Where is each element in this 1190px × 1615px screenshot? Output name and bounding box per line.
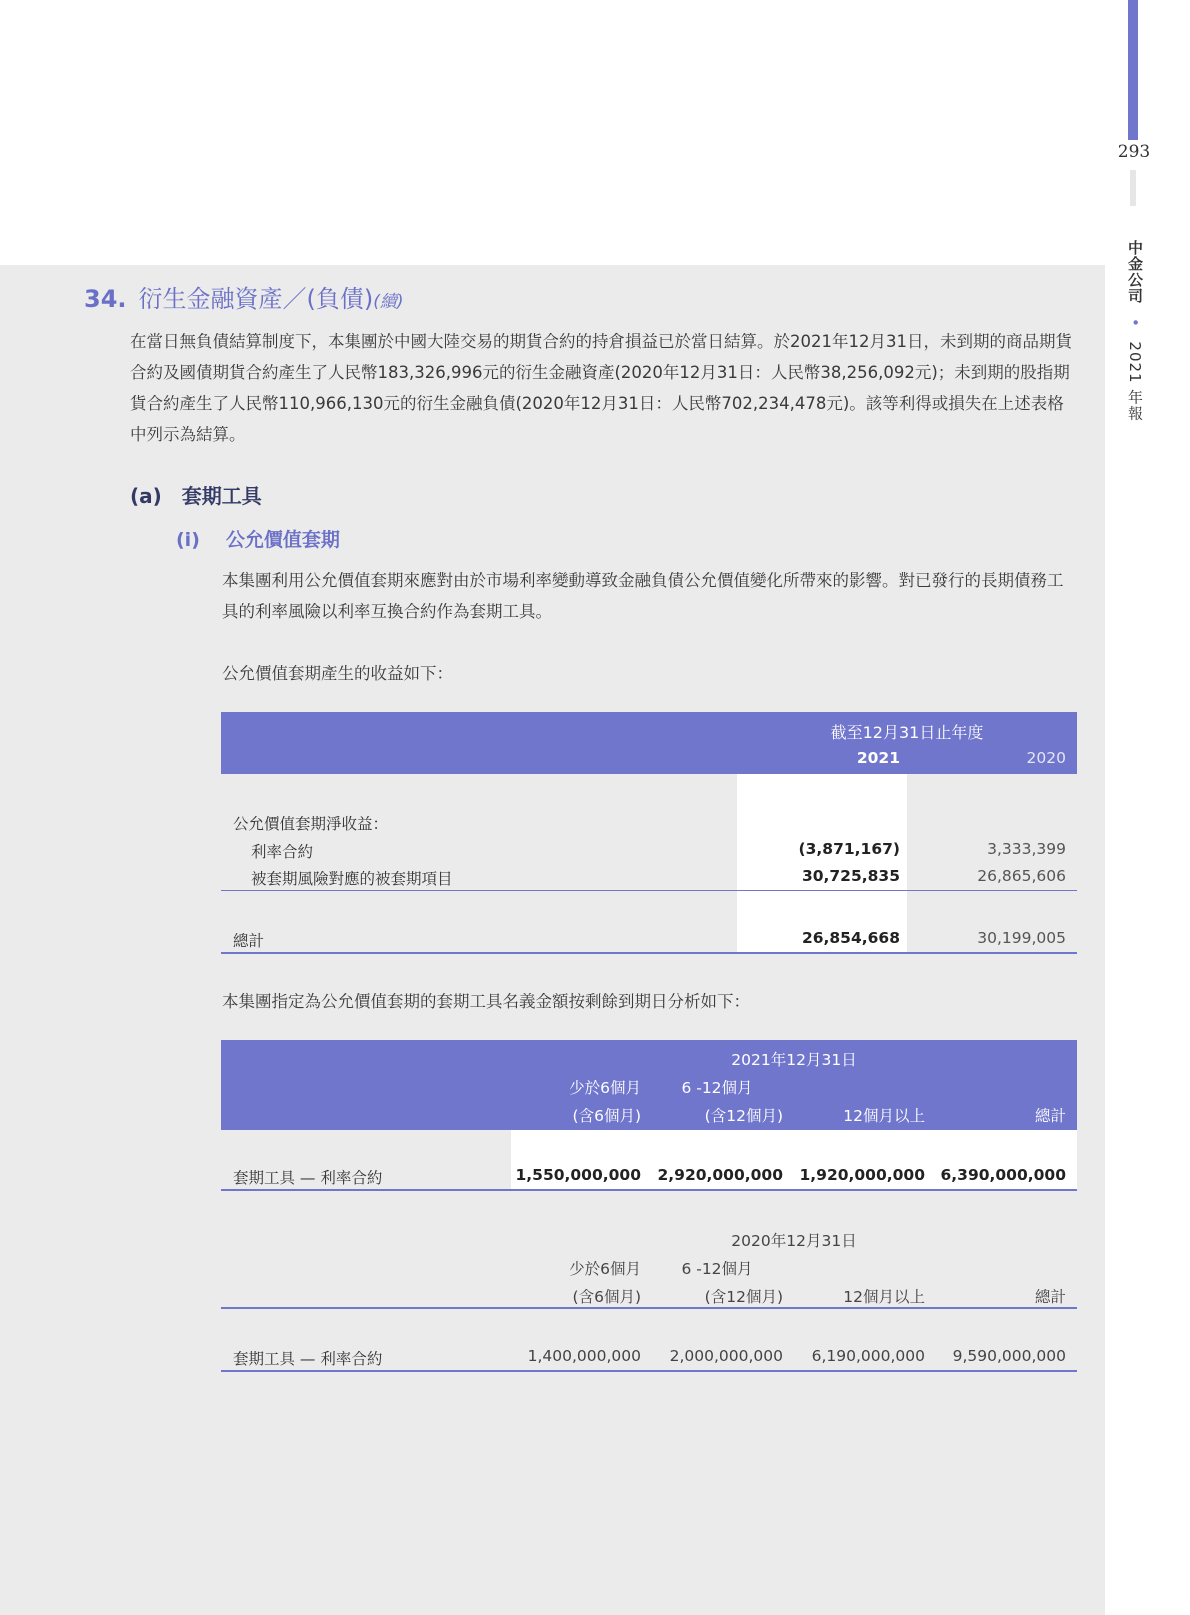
fair-value-hedge-paragraph: 本集團利用公允價值套期來應對由於市場利率變動導致金融負債公允價值變化所帶來的影響。對已發行的長期債務工具的利率風險以利率互換合約作為套期工具。 [222,571,1064,621]
col4-header: 總計 [1034,1107,1066,1125]
table-row-label: 套期工具 — 利率合約 [233,1350,383,1368]
maturity-intro-paragraph: 本集團指定為公允價值套期的套期工具名義金額按剩餘到期日分析如下： [222,992,750,1011]
side-caption [1122,240,1146,421]
table-row-label: 被套期風險對應的被套期項目 [251,870,453,888]
table-rule [221,1189,1077,1191]
col3-header: 12個月以上 [843,1107,925,1125]
side-divider [1130,170,1136,206]
section-title [84,279,404,314]
table-cell-2020: 3,333,399 [987,840,1066,858]
table-bottom-rule [221,952,1077,954]
company-name: 中金公司 [1126,240,1144,304]
subsection-i-label: (i) [176,529,200,551]
col4-header: 總計 [1034,1288,1066,1306]
table-row-label: 利率合約 [251,843,314,861]
table-cell: 1,550,000,000 [515,1166,641,1184]
table-cell: 1,920,000,000 [799,1166,925,1184]
col2-header-line1: 6 -12個月 [681,1079,753,1097]
table-cell: 9,590,000,000 [952,1347,1066,1365]
subsection-a-title: 套期工具 [181,484,262,508]
subsection-i-heading [176,525,340,552]
page-number: 293 [1117,142,1151,162]
table-cell: 2,000,000,000 [669,1347,783,1365]
total-2020: 30,199,005 [977,929,1066,947]
subsection-a-heading [130,480,262,509]
date-2021-header: 2021年12月31日 [731,1051,857,1069]
table-bottom-rule [221,1370,1077,1372]
intro-paragraph: 在當日無負債結算制度下，本集團於中國大陸交易的期貨合約的持倉損益已於當日結算。於2021年12月31日，未到期的商品期貨合約及國債期貨合約產生了人民幣183,326,996元的衍生金融資產(2020年12月31日：人民幣38,256,092元)；未到期的股指期貨合約產生了人民幣110,966,130元的衍生金融負債(2020年12月31日：人民幣702,234,478元)。該等利得或損失在上述表格中列示為結算。 [130,332,1072,444]
table-row-label: 套期工具 — 利率合約 [233,1169,383,1187]
table-cell-2021: (3,871,167) [798,840,900,858]
col3-header: 12個月以上 [843,1288,925,1306]
table-cell-2021: 30,725,835 [801,867,900,885]
subsection-a-label: (a) [130,484,162,508]
year-2020-header: 2020 [1026,749,1066,767]
subsection-i-title: 公允價值套期 [225,529,340,551]
col2-header-line2: (含12個月) [704,1107,783,1125]
gains-intro-paragraph: 公允價值套期產生的收益如下： [222,664,453,683]
table-cell: 6,190,000,000 [811,1347,925,1365]
section-title-text: 衍生金融資產／(負債) [138,285,374,313]
table-rule [221,890,1077,891]
col1-header-line1: 少於6個月 [569,1260,641,1278]
continued-mark: (續) [373,292,404,312]
col2-header-line1: 6 -12個月 [681,1260,753,1278]
table-cell: 6,390,000,000 [940,1166,1066,1184]
table-rule [221,1307,1077,1309]
current-year-column-highlight [737,774,907,954]
caption-dot: • [1126,317,1144,328]
report-name: 2021 年報 [1126,341,1144,422]
year-2021-header: 2021 [856,749,900,767]
side-accent-bar [1128,0,1138,140]
total-label: 總計 [233,932,265,950]
col2-header-line2: (含12個月) [704,1288,783,1306]
section-number: 34. [84,285,127,313]
table-cell: 2,920,000,000 [657,1166,783,1184]
table-cell-2020: 26,865,606 [977,867,1066,885]
group-label: 公允價值套期淨收益： [233,815,389,833]
table-cell: 1,400,000,000 [527,1347,641,1365]
col1-header-line2: (含6個月) [572,1288,641,1306]
total-2021: 26,854,668 [801,929,900,947]
hedge-gains-table [221,712,1077,954]
col1-header-line1: 少於6個月 [569,1079,641,1097]
col1-header-line2: (含6個月) [572,1107,641,1125]
period-header: 截至12月31日止年度 [830,723,984,742]
notional-maturity-table [221,1040,1077,1375]
date-2020-header: 2020年12月31日 [731,1232,857,1250]
